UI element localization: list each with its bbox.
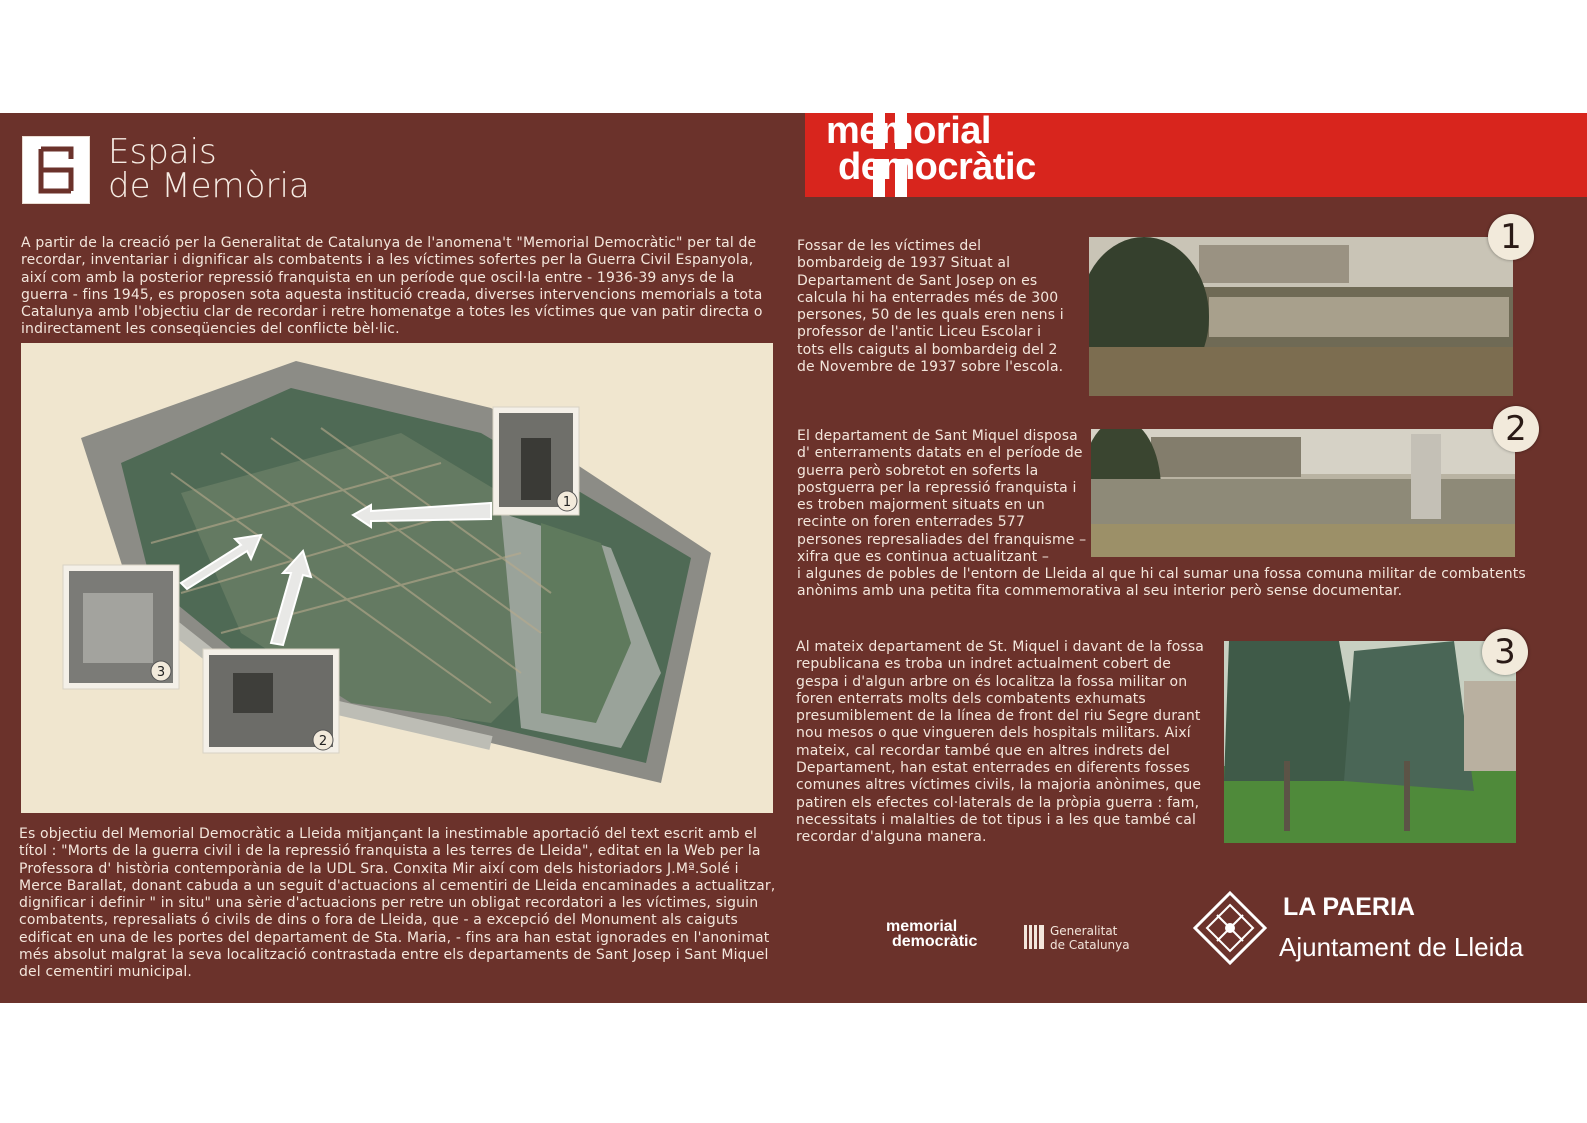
ajuntament-label: Ajuntament de Lleida (1279, 932, 1524, 962)
generalitat-shield-icon (1024, 925, 1044, 949)
paeria-emblem-icon (1193, 891, 1267, 965)
memorial-banner-title (826, 110, 1036, 188)
section-2-photo (1091, 429, 1515, 557)
m-logo-icon (23, 137, 89, 203)
espais-title-line2: de Memòria (108, 166, 310, 206)
section-1-number: 1 (1488, 214, 1534, 260)
section-2-number: 2 (1493, 406, 1539, 452)
espais-title-line1: Espais (108, 132, 217, 172)
intro-paragraph: A partir de la creació per la Generalitat de Catalunya de l'anomena't "Memorial Democràtic" per tal de recordar, inventariar i dignificar als combatents i a les víctimes sofertes per la Guerra Civil Espanyola, així com amb la posterior repressió franquista en un període que oscil·la entre - 1936-39 anys de la guerra - fins 1945, es proposen sota aquesta institució creada, diverses intervencions memorials a tota Catalunya amb l'objectiu clar de recordar i retre homenatge a totes les víctimes que van patir directa o indirectament les conseqüencies del conflicte bèl·lic. (21, 235, 763, 338)
banner-title-line2: democràtic (838, 146, 1036, 188)
outro-paragraph: Es objectiu del Memorial Democràtic a Lleida mitjançant la inestimable aportació del text escrit amb el títol : "Morts de la guerra civil i de la repressió franquista a les terres de Lleida", editat en la Web per la Professora d' història contemporània de la UDL Sra. Conxita Mir així com dels historiadors J.Mª.Solé i Merce Barallat, donant cabuda a un seguit d'actuacions al cementiri de Lleida encaminades a actualitzar, dignificar i definir " in situ" una sèrie d'actuacions per retre un obligat recordatori a les víctimes, siguin combatents, represaliats ó civils de dins o fora de Lleida, que - a excepció del Monument als caiguts edificat en una de les portes del departament de Sta. Maria, - fins ara han estat ignorades en l'anonimat més absolut malgrat la seva localització contrastada entre els departaments de Sant Josep i Sant Miquel del cementiri municipal. (19, 826, 776, 981)
map-marker-1: 1 (562, 495, 572, 510)
cemetery-map (21, 343, 773, 813)
cemetery-photo-2 (1091, 429, 1515, 557)
section-3-number: 3 (1482, 629, 1528, 675)
footer-memorial-logo (886, 919, 977, 949)
section-2-text-a: El departament de Sant Miquel disposa d' enterraments datats en el període de guerra però sobretot en soferts la postguerra per la repressió franquista i es troben majorment situats en un recinte on foren enterrades 577 persones represaliades del franquisme – xifra que es continua actualitzant – (797, 428, 1087, 566)
section-1-text: Fossar de les víctimes del bombardeig de 1937 Situat al Departament de Sant Josep on es calcula hi ha enterrades més de 300 persones, 50 de les quals eren nens i professor de l'antic Liceu Escolar i tots ells caiguts al bombardeig del 2 de Novembre de 1937 sobre l'escola. (797, 238, 1064, 376)
map-marker-3: 3 (156, 665, 166, 680)
footer-mem-line1: memorial (886, 918, 958, 935)
section-3-photo (1224, 641, 1516, 843)
section-3-text: Al mateix departament de St. Miquel i davant de la fossa republicana es troba un indret actualment cobert de gespa i d'algun arbre on és localitza la fossa militar on foren enterrats molts dels combatents exhumats presumiblement de la línea de front del riu Segre durant nou mesos o que vingueren dels hospitals militars. Així mateix, cal recordar també que en altres indrets del Departament, han estat enterrades en diferents fosses comunes altres víctimes civils, la majoria anònimes, que patiren els efectes col·laterals de la pròpia guerra : fam, necessitats i malalties de tot tipus i a les que també cal recordar d'alguna manera. (796, 639, 1205, 846)
cemetery-photo-3 (1224, 641, 1516, 843)
gen-line1: Generalitat (1050, 924, 1118, 938)
aerial-map-graphic (21, 343, 773, 813)
espais-title (108, 132, 310, 206)
section-2-text-b: i algunes de pobles de l'entorn de Lleida al que hi cal sumar una fossa comuna militar de combatents anònims amb una petita fita commemorativa al seu interior però sense documentar. (797, 566, 1526, 600)
section-1-photo (1089, 237, 1513, 396)
paeria-title: LA PAERIA (1283, 893, 1415, 921)
generalitat-label (1050, 924, 1130, 952)
banner-title-line1: memorial (826, 110, 991, 152)
gen-line2: de Catalunya (1050, 938, 1130, 952)
footer-mem-line2: democràtic (892, 933, 978, 950)
cemetery-photo-1 (1089, 237, 1513, 396)
map-marker-2: 2 (318, 734, 328, 749)
espais-memoria-logo (22, 136, 90, 204)
